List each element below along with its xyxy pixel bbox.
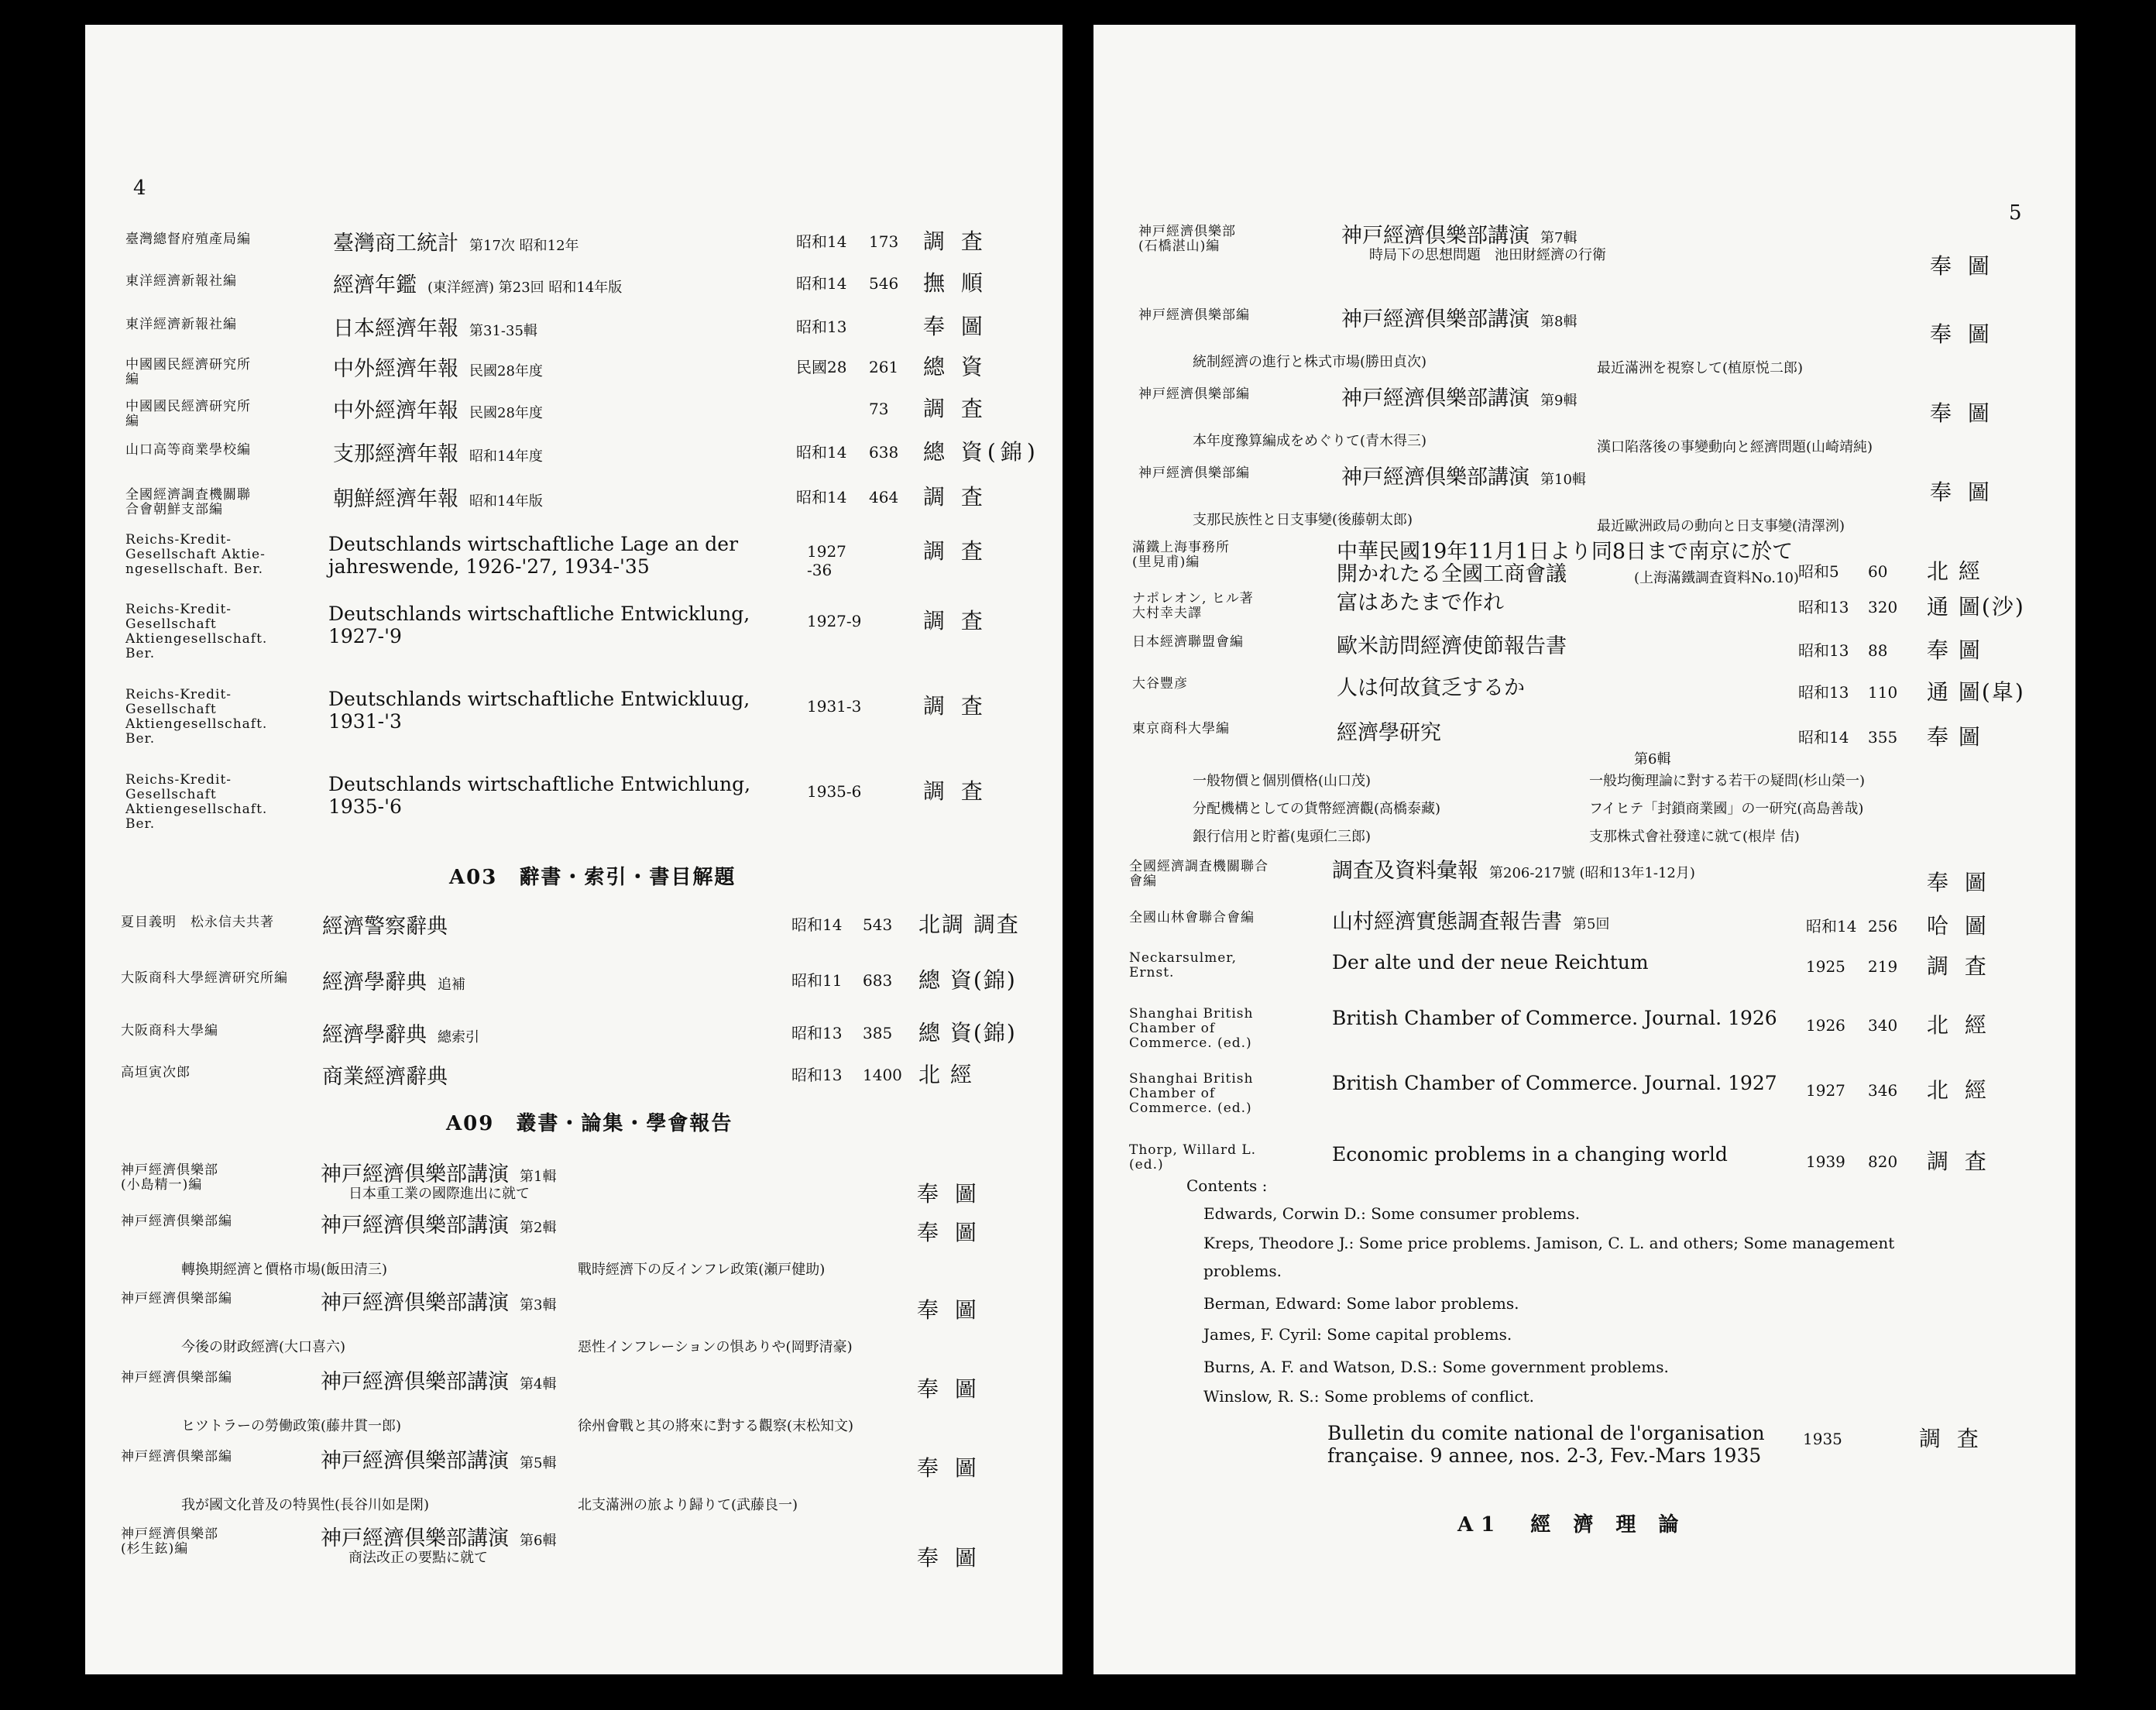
entry-title [321, 1214, 556, 1239]
entry-title [1337, 540, 1799, 586]
entry-title [1341, 387, 1577, 412]
entry-title [1332, 1007, 1777, 1029]
entry-year: 1935 [1803, 1430, 1842, 1448]
entry-note: 第5輯 [520, 1455, 557, 1471]
entry-location: 奉 圖 [917, 1181, 981, 1207]
entry-title-text: 神戸經濟倶樂部講演 [321, 1370, 509, 1394]
entry-author: 神戸經濟倶樂部編 [1138, 465, 1250, 481]
entry-author: 神戸經濟倶樂部編 [121, 1449, 232, 1464]
entry-note: 昭和14年版 [469, 493, 543, 510]
entry-title [333, 443, 543, 468]
entry-subtitle: 日本重工業の國際進出に就て [348, 1186, 530, 1202]
entry-location: 調 査 [923, 608, 987, 634]
entry-location: 奉 圖 [1930, 400, 1994, 426]
entry-title [1337, 592, 1504, 614]
entry-subtitle: 戰時經濟下の反インフレ政策(瀬戸健助) [578, 1262, 826, 1278]
entry-year: 昭和14 [791, 915, 843, 934]
entry-location: 總 資 [923, 354, 987, 379]
entry-title-text: 神戸經濟倶樂部講演 [321, 1449, 509, 1473]
entry-title-text: 經濟學辭典 [322, 970, 427, 994]
entry-title-text: 經濟年鑑 [333, 273, 417, 297]
entry-title [1337, 635, 1567, 658]
entry-note: 第6輯 [520, 1533, 557, 1549]
entry-title-text: 經濟學辭典 [322, 1023, 427, 1047]
contents-label: Contents : [1186, 1176, 1268, 1195]
entry-location: 北調 調査 [918, 912, 1020, 937]
entry-note: 第9輯 [1540, 393, 1578, 409]
entry-note: 昭和14年度 [469, 448, 543, 465]
entry-year: 昭和11 [791, 971, 843, 990]
contents-item: problems. [1203, 1262, 1282, 1280]
entry-location: 奉 圖 [917, 1455, 981, 1481]
entry-location: 奉 圖 [917, 1545, 981, 1571]
entry-location: 奉 圖 [1930, 321, 1994, 347]
entry-author: Thorp, Willard L. (ed.) [1129, 1142, 1257, 1173]
entry-pages: 464 [869, 488, 899, 506]
entry-location: 調 査 [923, 538, 987, 564]
entry-note: 追補 [438, 977, 465, 993]
entry-author: 全國山林會聯合會編 [1129, 910, 1255, 925]
entry-pages: 173 [869, 232, 899, 251]
entry-year: 昭和13 [791, 1066, 843, 1084]
left-page [85, 25, 1063, 1674]
entry-title-text: 神戸經濟倶樂部講演 [321, 1526, 509, 1550]
entry-pages: 543 [863, 915, 893, 934]
entry-title: Deutschlands wirtschaftliche Entwicklung, 1927-'9 [328, 603, 750, 647]
entry-subtitle: 徐州會戰と其の將來に對する觀察(末松知文) [578, 1418, 854, 1434]
entry-subtitle: 我が國文化普及の特異性(長谷川如是閑) [181, 1497, 430, 1513]
entry-title-text: 中華民國19年11月1日より同8日まで南京に於て 開かれたる全國工商會議 [1337, 540, 1794, 586]
entry-pages: 385 [863, 1024, 893, 1042]
entry-note: 民國28年度 [469, 363, 543, 379]
entry-subtitle: ヒツトラーの勞働政策(藤井貫一郎) [181, 1418, 402, 1434]
entry-title [322, 1024, 479, 1049]
entry-note: 第10輯 [1540, 472, 1586, 488]
entry-title [1332, 951, 1649, 973]
entry-note: 第1輯 [520, 1169, 557, 1185]
entry-title [1332, 1072, 1777, 1094]
entry-title [1337, 721, 1671, 767]
entry-author: 滿鐵上海事務所 (里見甫)編 [1132, 540, 1230, 570]
entry-title-text: 日本經濟年報 [333, 317, 458, 341]
entry-author: 中國國民經濟研究所編 [125, 399, 251, 429]
entry-year: 民國28 [796, 358, 847, 376]
entry-title-text: 中外經濟年報 [333, 399, 458, 423]
entry-year: 1925 [1806, 957, 1845, 976]
contents-item: Winslow, R. S.: Some problems of conflict. [1203, 1387, 1535, 1406]
entry-author: Reichs-Kredit- Gesellschaft Aktie- ngesellschaft. Ber. [125, 532, 266, 577]
entry-year: 昭和13 [791, 1024, 843, 1042]
entry-note: (上海滿鐵調査資料No.10) [1634, 570, 1799, 586]
entry-author: 臺灣總督府殖產局編 [125, 232, 251, 247]
entry-note: 民國28年度 [469, 405, 543, 421]
contents-item: Kreps, Theodore J.: Some price problems. Jamison, C. L. and others; Some management [1203, 1234, 1895, 1252]
entry-title [333, 400, 543, 424]
entry-title-text: 神戸經濟倶樂部講演 [1341, 465, 1529, 489]
contents-item: 一般均衡理論に對する若干の疑問(杉山榮一) [1589, 773, 1866, 789]
entry-pages: 60 [1868, 562, 1888, 581]
entry-title-text: 神戸經濟倶樂部講演 [321, 1214, 509, 1238]
entry-title-text: 朝鮮經濟年報 [333, 487, 458, 511]
entry-title-text: 人は何故貧乏するか [1337, 676, 1525, 700]
contents-item: Burns, A. F. and Watson, D.S.: Some government problems. [1203, 1358, 1669, 1376]
entry-pages: 320 [1868, 598, 1898, 616]
entry-author: 神戸經濟倶樂部 (小島精一)編 [121, 1162, 218, 1193]
section-heading-a09: A09 叢書・論集・學會報告 [446, 1112, 733, 1135]
entry-author: 大阪商科大學經濟研究所編 [121, 970, 288, 986]
entry-year: 昭和5 [1798, 562, 1839, 581]
entry-title [333, 274, 622, 299]
entry-note: 總索引 [438, 1029, 479, 1046]
section-heading-a03: A03 辭書・索引・書目解題 [449, 866, 736, 889]
entry-location: 北 經 [1927, 558, 1982, 584]
entry-title-text: 調査及資料彙報 [1332, 859, 1478, 883]
entry-year: 昭和14 [1806, 917, 1857, 936]
entry-location: 奉 圖 [917, 1297, 981, 1323]
entry-pages: 346 [1868, 1081, 1898, 1100]
entry-author: ナポレオン, ヒル著 大村幸夫譯 [1132, 591, 1254, 621]
contents-item: Berman, Edward: Some labor problems. [1203, 1294, 1519, 1313]
entry-author: 日本經濟聯盟會編 [1132, 634, 1244, 650]
contents-item: Edwards, Corwin D.: Some consumer problems. [1203, 1204, 1581, 1223]
entry-year: 1926 [1806, 1016, 1845, 1035]
entry-title-text: 商業經濟辭典 [322, 1065, 448, 1089]
entry-title [1341, 466, 1586, 491]
entry-author: 東洋經濟新報社編 [125, 273, 237, 289]
entry-location: 奉 圖 [1930, 479, 1994, 505]
right-page [1093, 25, 2075, 1674]
entry-note: 第5回 [1573, 916, 1610, 932]
entry-location: 總 資(錦) [918, 967, 1017, 993]
entry-year: 1935-6 [807, 782, 862, 801]
entry-year: 昭和14 [796, 488, 847, 506]
contents-item: 支那株式會社發達に就て(根岸 佶) [1589, 829, 1800, 845]
entry-year: 1931-3 [807, 697, 862, 716]
entry-subtitle: 時局下の思想問題 池田財經濟の行衛 [1369, 247, 1606, 263]
entry-author: 大谷豐彦 [1132, 676, 1188, 692]
entry-subtitle: 本年度豫算編成をめぐりて(青木得三) [1193, 433, 1427, 449]
entry-subtitle: 今後の財政經濟(大口喜六) [181, 1339, 346, 1355]
entry-title [333, 232, 579, 257]
contents-item: 一般物價と個別價格(山口茂) [1193, 773, 1372, 789]
entry-year: 1927 -36 [807, 542, 846, 579]
entry-location: 總 資(錦) [918, 1020, 1017, 1046]
entry-note: 第17次 昭和12年 [469, 238, 579, 254]
entry-author: 神戸經濟倶樂部編 [1138, 386, 1250, 402]
entry-author: Shanghai British Chamber of Commerce. (ed.) [1129, 1006, 1254, 1051]
entry-note: (東洋經濟) 第23回 昭和14年版 [427, 280, 623, 296]
entry-author: 東京商科大學編 [1132, 721, 1230, 737]
contents-item: フイヒテ「封鎖商業國」の一研究(高島善哉) [1589, 801, 1864, 817]
entry-author: 全國經濟調査機關聯合會朝鮮支部編 [125, 487, 251, 517]
entry-subtitle: 商法改正の要點に就て [348, 1550, 488, 1566]
contents-item: James, F. Cyril: Some capital problems. [1203, 1325, 1512, 1344]
entry-title-text: 臺灣商工統計 [333, 232, 458, 256]
entry-title-text: Der alte und der neue Reichtum [1332, 951, 1649, 973]
entry-note: 第3輯 [520, 1297, 557, 1313]
entry-location: 調 査 [923, 396, 987, 421]
section-heading-a1: A1 經 濟 理 論 [1457, 1513, 1687, 1537]
entry-author: 東洋經濟新報社編 [125, 317, 237, 332]
entry-title [322, 915, 448, 938]
entry-pages: 261 [869, 358, 899, 376]
entry-title [333, 358, 543, 383]
entry-location: 調 査 [923, 484, 987, 510]
entry-pages: 683 [863, 971, 893, 990]
entry-location: 哈 圖 [1927, 913, 1991, 939]
entry-title-text: 經濟學研究 [1337, 721, 1441, 745]
entry-author: Reichs-Kredit- Gesellschaft Aktiengesellschaft. Ber. [125, 687, 268, 747]
entry-title [321, 1292, 556, 1317]
entry-note: 第8輯 [1540, 314, 1578, 330]
entry-author: 神戸經濟倶樂部編 [121, 1214, 232, 1229]
entry-title-text: British Chamber of Commerce. Journal. 1926 [1332, 1007, 1777, 1029]
entry-year: 昭和13 [1798, 641, 1849, 660]
entry-author: 中國國民經濟研究所編 [125, 357, 251, 387]
entry-title-text: British Chamber of Commerce. Journal. 1927 [1332, 1072, 1777, 1094]
entry-author: 大阪商科大學編 [121, 1023, 218, 1039]
entry-note: 第31-35輯 [469, 323, 537, 339]
entry-title [322, 971, 465, 996]
entry-subtitle: 惡性インフレーションの惧ありや(岡野清豪) [578, 1339, 853, 1355]
entry-title [321, 1450, 556, 1475]
entry-author: 全國經濟調査機關聯合 會編 [1129, 859, 1269, 889]
entry-pages: 110 [1868, 683, 1898, 702]
entry-title [1332, 1143, 1728, 1166]
entry-year: 昭和13 [1798, 598, 1849, 616]
entry-title-text: 經濟警察辭典 [322, 915, 448, 939]
entry-year: 昭和14 [1798, 728, 1849, 747]
entry-location: 奉 圖 [1927, 724, 1982, 750]
entry-pages: 355 [1868, 728, 1898, 747]
entry-title [333, 488, 543, 513]
entry-location: 通 圖(沙) [1927, 594, 2025, 620]
entry-pages: 73 [869, 400, 889, 418]
entry-note: 第206-217號 (昭和13年1-12月) [1489, 865, 1695, 881]
entry-title: Bulletin du comite national de l'organisation française. 9 annee, nos. 2-3, Fev.-Mars 1935 [1327, 1422, 1765, 1467]
entry-author: 神戸經濟倶樂部 (杉生鉉)編 [121, 1526, 218, 1557]
entry-location: 調 査 [923, 693, 987, 719]
entry-subtitle: 支那民族性と日支事變(後藤朝太郎) [1193, 512, 1413, 528]
entry-subtitle: 轉換期經濟と價格市場(飯田清三) [181, 1262, 388, 1278]
entry-pages: 546 [869, 274, 899, 293]
entry-author: 高垣寅次郎 [121, 1065, 191, 1080]
entry-location: 北 經 [918, 1062, 973, 1087]
entry-note: 第4輯 [520, 1376, 557, 1392]
entry-author: Reichs-Kredit- Gesellschaft Aktiengesellschaft. Ber. [125, 602, 268, 661]
entry-location: 奉 圖 [1927, 870, 1991, 895]
entry-location: 奉 圖 [917, 1376, 981, 1402]
entry-pages: 88 [1868, 641, 1888, 660]
entry-note: 第2輯 [520, 1220, 557, 1236]
entry-author: Shanghai British Chamber of Commerce. (ed.) [1129, 1071, 1254, 1116]
book-gutter [1063, 25, 1093, 1674]
entry-location: 奉 圖 [917, 1220, 981, 1245]
entry-location: 奉 圖 [1930, 253, 1994, 279]
contents-item: 分配機構としての貨幣經濟觀(高橋泰藏) [1193, 801, 1441, 817]
page-number: 4 [133, 177, 146, 200]
entry-title [322, 1066, 448, 1088]
entry-author: 神戸經濟倶樂部編 [1138, 307, 1250, 323]
page-number: 5 [2009, 201, 2022, 225]
entry-note: 第7輯 [1540, 230, 1578, 246]
entry-title-text: 歐米訪問經濟使節報告書 [1337, 634, 1567, 658]
entry-author: 神戸經濟倶樂部 (石橋湛山)編 [1138, 224, 1236, 254]
entry-year: 昭和13 [1798, 683, 1849, 702]
entry-location: 奉 圖 [923, 314, 987, 339]
entry-pages: 638 [869, 443, 899, 462]
entry-location: 調 査 [1927, 953, 1991, 979]
entry-pages: 340 [1868, 1016, 1898, 1035]
entry-title [333, 318, 537, 342]
entry-title [1341, 308, 1577, 333]
entry-subtitle: 北支滿洲の旅より歸りて(武藤良一) [578, 1497, 798, 1513]
entry-year: 1939 [1806, 1152, 1845, 1171]
contents-item: 銀行信用と貯蓄(鬼頭仁三郎) [1193, 829, 1372, 845]
entry-subtitle: 漢口陷落後の事變動向と經濟問題(山崎靖純) [1597, 439, 1873, 455]
entry-year: 昭和13 [796, 318, 847, 336]
entry-year: 昭和14 [796, 274, 847, 293]
entry-author: Neckarsulmer, Ernst. [1129, 950, 1237, 980]
entry-location: 撫 順 [923, 270, 987, 296]
entry-title: Deutschlands wirtschaftliche Lage an der jahreswende, 1926-'27, 1934-'35 [328, 533, 739, 578]
entry-note: 第6輯 [1634, 751, 1671, 767]
entry-pages: 219 [1868, 957, 1898, 976]
entry-location: 北 經 [1927, 1012, 1991, 1038]
entry-year: 昭和14 [796, 443, 847, 462]
entry-pages: 820 [1868, 1152, 1898, 1171]
entry-author: 山口高等商業學校編 [125, 442, 251, 458]
entry-title-text: 神戸經濟倶樂部講演 [321, 1162, 509, 1186]
entry-location: 通 圖(皐) [1927, 679, 2025, 705]
entry-location: 奉 圖 [1927, 637, 1982, 663]
entry-year: 1927 [1806, 1081, 1845, 1100]
entry-title: Deutschlands wirtschaftliche Entwickluug, 1931-'3 [328, 688, 750, 733]
entry-title-text: 支那經濟年報 [333, 442, 458, 466]
entry-location: 調 査 [1927, 1149, 1991, 1174]
entry-title: Deutschlands wirtschaftliche Entwichlung, 1935-'6 [328, 773, 751, 818]
entry-year: 昭和14 [796, 232, 847, 251]
entry-pages: 1400 [863, 1066, 902, 1084]
entry-location: 調 査 [923, 228, 987, 254]
entry-location: 北 經 [1927, 1077, 1991, 1103]
entry-author: 神戸經濟倶樂部編 [121, 1370, 232, 1386]
entry-year: 1927-9 [807, 612, 862, 630]
entry-title-text: 山村經濟實態調査報告書 [1332, 910, 1562, 934]
entry-title-text: 中外經濟年報 [333, 357, 458, 381]
entry-title [321, 1371, 556, 1396]
entry-title-text: 神戸經濟倶樂部講演 [1341, 307, 1529, 331]
entry-author: 夏目義明 松永信夫共著 [121, 915, 274, 930]
entry-location: 調 査 [1919, 1426, 1983, 1451]
entry-title-text: 神戸經濟倶樂部講演 [1341, 386, 1529, 410]
entry-location: 總 資(錦) [923, 439, 1040, 465]
entry-title [1332, 860, 1695, 884]
entry-title-text: 神戸經濟倶樂部講演 [1341, 224, 1529, 248]
entry-title [1332, 911, 1609, 936]
entry-title-text: 神戸經濟倶樂部講演 [321, 1291, 509, 1315]
entry-title-text: Economic problems in a changing world [1332, 1143, 1728, 1166]
entry-title [1337, 677, 1525, 699]
entry-title-text: 富はあたまで作れ [1337, 591, 1504, 615]
entry-subtitle: 最近歐洲政局の動向と日支事變(清澤洌) [1597, 518, 1845, 534]
entry-location: 調 査 [923, 778, 987, 804]
entry-subtitle: 統制經濟の進行と株式市場(勝田貞次) [1193, 354, 1427, 370]
entry-pages: 256 [1868, 917, 1898, 936]
entry-subtitle: 最近滿洲を視察して(植原悦二郎) [1597, 360, 1804, 376]
entry-author: Reichs-Kredit- Gesellschaft Aktiengesellschaft. Ber. [125, 772, 268, 832]
entry-author: 神戸經濟倶樂部編 [121, 1291, 232, 1307]
